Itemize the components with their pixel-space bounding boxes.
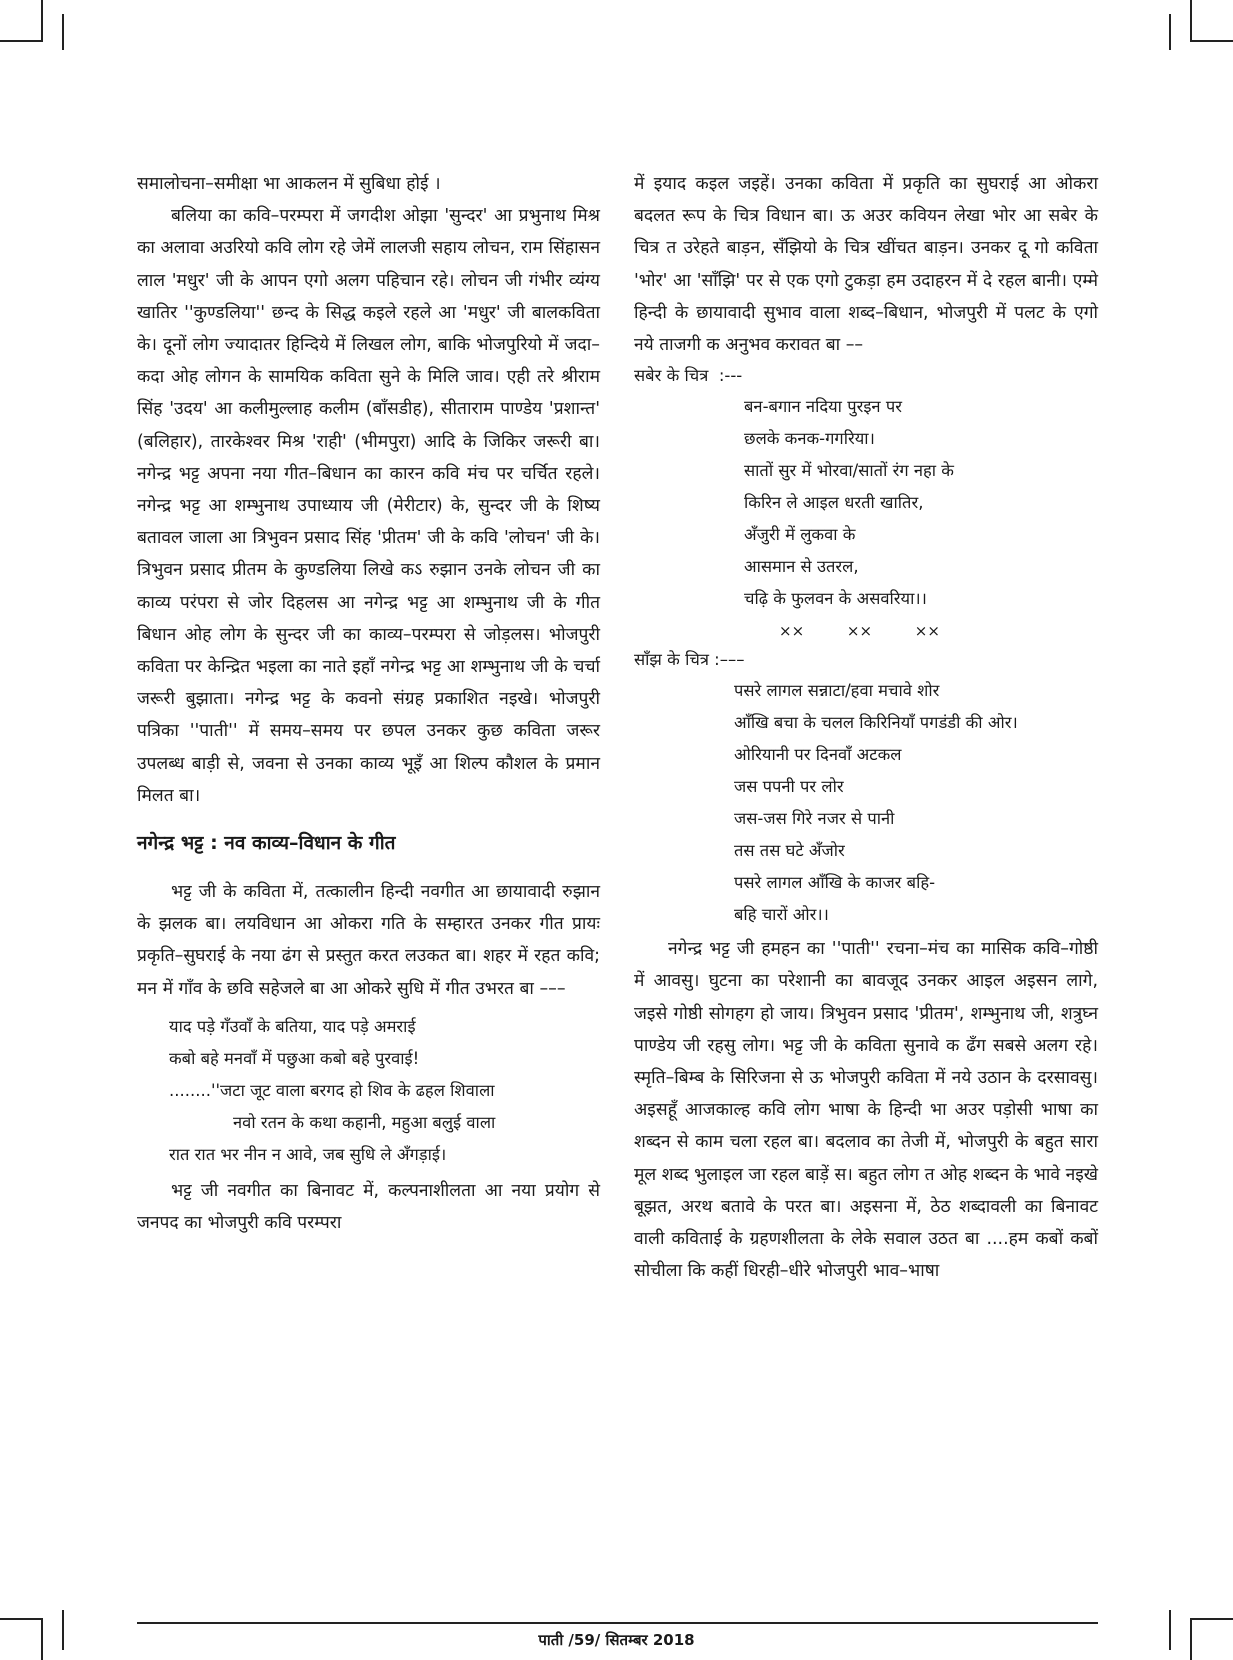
poem-excerpt — [169, 1011, 600, 1171]
poem-line: नवो रतन के कथा कहानी, महुआ बलुई वाला — [233, 1112, 496, 1132]
crop-mark — [1169, 14, 1171, 50]
poem-label: सबेर के चित्र :--- — [634, 366, 743, 386]
poem-line: पसरे लागल सन्नाटा/हवा मचावे शोर — [734, 681, 940, 701]
poem-line: पसरे लागल आँखि के काजर बहि- — [734, 873, 936, 893]
crop-mark — [0, 40, 42, 42]
poem-line: आँखि बचा के चलल किरिनियाँ पगडंडी की ओर। — [734, 713, 1018, 733]
poem-evening — [734, 675, 1098, 931]
poem-label: साँझ के चित्र :––– — [634, 650, 745, 670]
poem-line: छलके कनक-गगरिया। — [744, 429, 875, 449]
poem-line: रात रात भर नीन न आवे, जब सुधि ले अँगड़ाई। — [169, 1144, 447, 1164]
crop-mark — [1190, 0, 1192, 42]
page-footer: पाती /59/ सितम्बर 2018 — [538, 1631, 695, 1649]
section-heading: नगेन्द्र भट्ट : नव काव्य–विधान के गीत — [137, 832, 396, 855]
poem-line: जस पपनी पर लोर — [734, 777, 844, 797]
paragraph: में इयाद कइल जइहें। उनका कविता में प्रकृति का सुघराई आ ओकरा बदलत रूप के चित्र विधान बा। ऊ अउर कवियन लेखा भोर आ सबेर के चित्र त उरेहते बाड़न, सँझियो के चित्र खींचत बाड़न। उनकर दू गो कविता 'भोर' आ 'साँझि' पर से एक एगो टुकड़ा हम उदाहरन में दे रहल बानी। एम्मे हिन्दी के छायावादी सुभाव वाला शब्द–बिधान, भोजपुरी में पलट के एगो नये ताजगी क अनुभव करावत बा –– — [634, 174, 1098, 356]
footer-rule — [137, 1622, 1098, 1624]
poem-line: सातों सुर में भोरवा/सातों रंग नहा के — [744, 461, 954, 481]
poem-line: जस-जस गिरे नजर से पानी — [734, 809, 895, 829]
poem-line: ओरियानी पर दिनवाँ अटकल — [734, 745, 902, 765]
left-column — [137, 168, 600, 1239]
paragraph: नगेन्द्र भट्ट जी हमहन का ''पाती'' रचना–मंच का मासिक कवि–गोष्ठी में आवसु। घुटना का परेशानी का बावजूद उनकर आइल अइसन लागे, जइसे गोष्ठी सोगहग हो जाय। त्रिभुवन प्रसाद 'प्रीतम', शम्भुनाथ जी, शत्रुघ्न पाण्डेय जी रहसु लोग। भट्ट जी के कविता सुनावे क ढँग सबसे अलग रहे। स्मृति–बिम्ब के सिरिजना से ऊ भोजपुरी कविता में नये उठान के दरसावसु। अइसहूँ आजकाल्ह कवि लोग भाषा के हिन्दी भा अउर पड़ोसी भाषा का शब्दन से काम चला रहल बा। बदलाव का तेजी में, भोजपुरी के बहुत सारा मूल शब्द भुलाइल जा रहल बाड़ें स। बहुत लोग त ओह शब्दन के भावे नइखे बूझत, अरथ बतावे के परत बा। अइसना में, ठेठ शब्दावली का बिनावट वाली कविताई के ग्रहणशीलता के लेके सवाल उठत बा ....हम कबों कबों सोचीला कि कहीं धिरही–धीरे भोजपुरी भाव–भाषा — [634, 939, 1098, 1282]
poem-line: अँजुरी में लुकवा के — [744, 525, 856, 545]
poem-line: याद पड़े गँउवाँ के बतिया, याद पड़े अमराई — [169, 1016, 416, 1036]
poem-line: किरिन ले आइल धरती खातिर, — [744, 493, 924, 513]
paragraph: भट्ट जी नवगीत का बिनावट में, कल्पनाशीलता आ नया प्रयोग से जनपद का भोजपुरी कवि परम्परा — [137, 1180, 600, 1234]
poem-line: चढ़ि के फुलवन के असवरिया।। — [744, 589, 927, 609]
crop-mark — [1191, 1618, 1233, 1620]
poem-line: कबो बहे मनवाँ में पछुआ कबो बहे पुरवाई! — [169, 1048, 420, 1068]
poem-morning — [744, 391, 1098, 615]
separator: ×× ×× ×× — [779, 622, 940, 641]
crop-mark — [62, 14, 64, 50]
poem-line: आसमान से उतरल, — [744, 557, 859, 577]
crop-mark — [0, 1618, 42, 1620]
right-column — [634, 168, 1098, 1287]
paragraph: समालोचना–समीक्षा भा आकलन में सुबिधा होई । — [137, 174, 441, 194]
paragraph: भट्ट जी के कविता में, तत्कालीन हिन्दी नवगीत आ छायावादी रुझान के झलक बा। लयविधान आ ओकरा गति के सम्हारत उनकर गीत प्रायः प्रकृति–सुघराई के नया ढंग से प्रस्तुत करत लउकत बा। शहर में रहत कवि; मन में गाँव के छवि सहेजले बा आ ओकरे सुधि में गीत उभरत बा ––– — [137, 882, 600, 999]
crop-mark — [41, 0, 43, 42]
paragraph: बलिया का कवि–परम्परा में जगदीश ओझा 'सुन्दर' आ प्रभुनाथ मिश्र का अलावा अउरियो कवि लोग रहे जेमें लालजी सहाय लोचन, राम सिंहासन लाल 'मधुर' जी के आपन एगो अलग पहिचान रहे। लोचन जी गंभीर व्यंग्य खातिर ''कुण्डलिया'' छन्द के सिद्ध कइले रहले आ 'मधुर' जी बालकविता के। दूनों लोग ज्यादातर हिन्दिये में लिखल लोग, बाकि भोजपुरियो में जदा–कदा ओह लोगन के सामयिक कविता सुने के मिलि जाव। एही तरे श्रीराम सिंह 'उदय' आ कलीमुल्लाह कलीम (बाँसडीह), सीताराम पाण्डेय 'प्रशान्त' (बलिहार), तारकेश्वर मिश्र 'राही' (भीमपुरा) आदि के जिकिर जरूरी बा। नगेन्द्र भट्ट अपना नया गीत–बिधान का कारन कवि मंच पर चर्चित रहले। नगेन्द्र भट्ट आ शम्भुनाथ उपाध्याय जी (मेरीटार) के, सुन्दर जी के शिष्य बतावल जाला आ त्रिभुवन प्रसाद सिंह 'प्रीतम' जी के कवि 'लोचन' जी के। त्रिभुवन प्रसाद प्रीतम के कुण्डलिया लिखे कऽ रुझान उनके लोचन जी का काव्य परंपरा से जोर दिहलस आ नगेन्द्र भट्ट आ शम्भुनाथ जी के गीत बिधान ओह लोग के सुन्दर जी का काव्य–परम्परा से जोड़लस। भोजपुरी कविता पर केन्द्रित भइला का नाते इहाँ नगेन्द्र भट्ट आ शम्भुनाथ जी के चर्चा जरूरी बुझाता। नगेन्द्र भट्ट के कवनो संग्रह प्रकाशित नइखे। भोजपुरी पत्रिका ''पाती'' में समय–समय पर छपल उनकर कुछ कविता जरूर उपलब्ध बाड़ी से, जवना से उनका काव्य भूइँ आ शिल्प कौशल के प्रमान मिलत बा। — [137, 206, 600, 806]
poem-line: तस तस घटे अँजोर — [734, 841, 845, 861]
crop-mark — [1191, 40, 1233, 42]
poem-line: बन-बगान नदिया पुरइन पर — [744, 397, 902, 417]
poem-line: ........''जटा जूट वाला बरगद हो शिव के ढहल शिवाला — [169, 1080, 495, 1100]
poem-line: बहि चारों ओर।। — [734, 905, 829, 925]
